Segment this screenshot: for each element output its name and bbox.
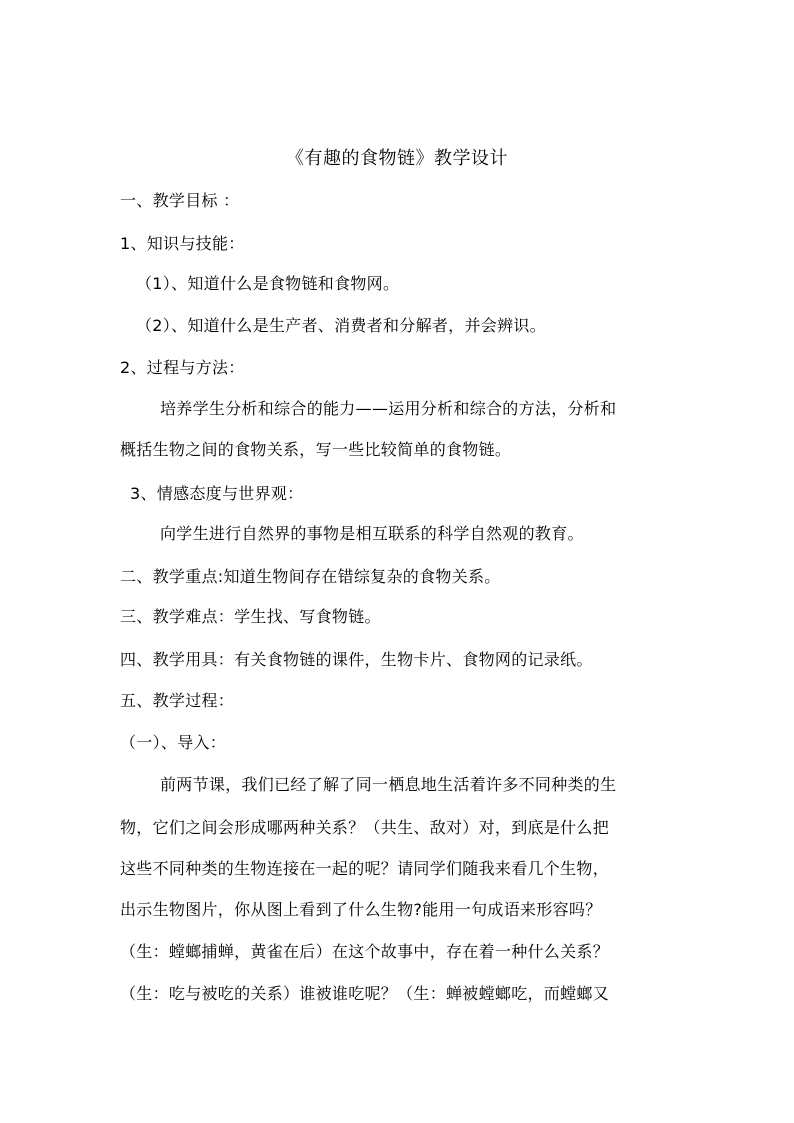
section-heading-materials: 四、教学用具：有关食物链的课件，生物卡片、食物网的记录纸。: [120, 650, 593, 669]
subheading-introduction: （一）、导入：: [120, 733, 227, 752]
paragraph-line: 培养学生分析和综合的能力——运用分析和综合的方法，分析和: [160, 399, 617, 418]
paragraph-line: 向学生进行自然界的事物是相互联系的科学自然观的教育。: [160, 524, 584, 543]
objective-item-2: （2）、知道什么是生产者、消费者和分解者，并会辨识。: [136, 316, 546, 335]
paragraph-line: 前两节课，我们已经了解了同一栖息地生活着许多不同种类的生: [160, 775, 617, 794]
paragraph-line: （生：吃与被吃的关系）谁被谁吃呢？（生：蝉被螳螂吃，而螳螂又: [120, 984, 610, 1003]
section-heading-objectives: 一、教学目标 ：: [120, 191, 240, 210]
paragraph-line: 这些不同种类的生物连接在一起的呢？请同学们随我来看几个生物，: [120, 859, 610, 878]
paragraph-line: （生：螳螂捕蝉，黄雀在后）在这个故事中，存在着一种什么关系？: [120, 942, 610, 961]
subheading-attitude: 3、情感态度与世界观：: [130, 484, 304, 503]
subheading-knowledge-skills: 1、知识与技能：: [120, 234, 245, 253]
subheading-process-methods: 2、过程与方法：: [120, 358, 245, 377]
section-heading-key-points: 二、教学重点:知道生物间存在错综复杂的食物关系。: [120, 567, 501, 586]
objective-item-1: （1）、知道什么是食物链和食物网。: [136, 274, 400, 293]
paragraph-line: 概括生物之间的食物关系，写一些比较简单的食物链。: [120, 440, 512, 459]
section-heading-process: 五、教学过程：: [120, 691, 235, 710]
paragraph-line: 出示生物图片，你从图上看到了什么生物?能用一句成语来形容吗？: [120, 900, 602, 919]
paragraph-line: 物，它们之间会形成哪两种关系？（共生、敌对）对，到底是什么把: [120, 818, 610, 837]
section-heading-difficulties: 三、教学难点：学生找、写食物链。: [120, 607, 381, 626]
document-title: 《有趣的食物链》教学设计: [286, 148, 508, 169]
